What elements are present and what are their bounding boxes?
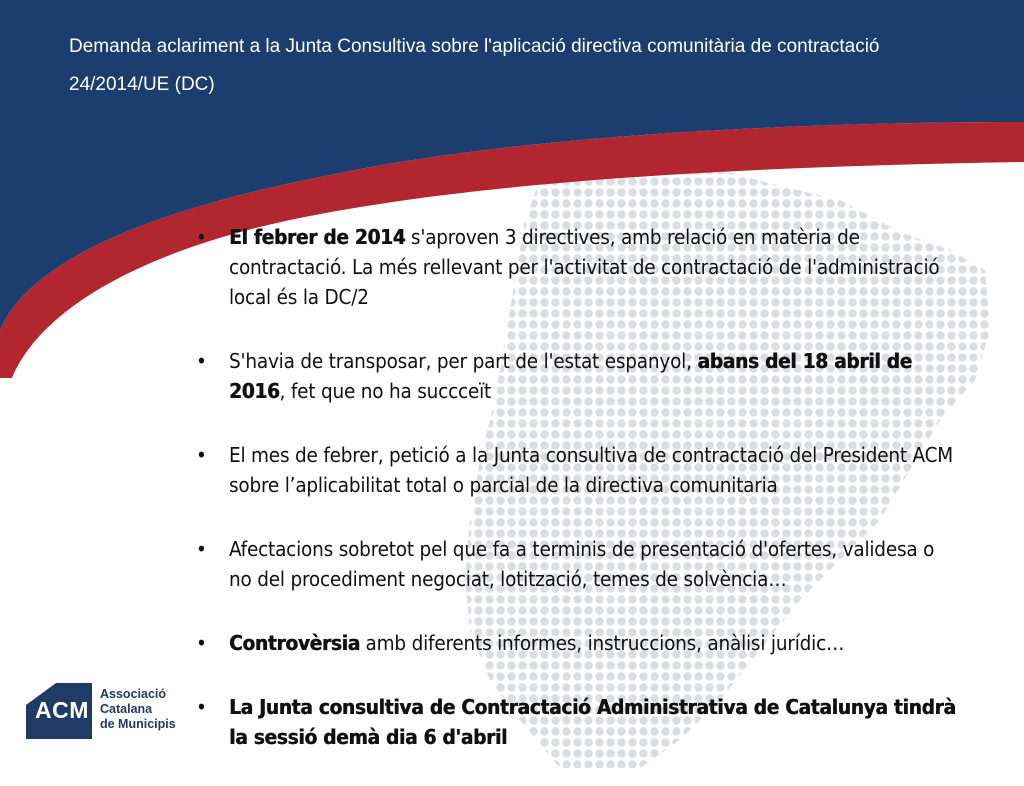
- bullet-text: Afectacions sobretot pel que fa a terminis de presentació d'ofertes, validesa o no del procediment negociat, lotització, temes de solvència…: [229, 537, 935, 591]
- bullet-item: [196, 440, 956, 500]
- acm-logo-line3: de Municipis: [100, 717, 176, 731]
- acm-logo-abbr: ACM: [35, 697, 89, 723]
- bullet-bold: El febrer de 2014: [229, 225, 406, 249]
- bullet-item: [196, 534, 956, 594]
- acm-logo-line1: Associació: [100, 687, 167, 701]
- acm-logo-line2: Catalana: [100, 702, 153, 716]
- bullet-text: S'havia de transposar, per part de l'estat espanyol,: [229, 349, 698, 373]
- acm-logo-name: [100, 687, 176, 732]
- acm-logo: [26, 683, 206, 739]
- bullet-bold: abans del 18 abril de 2016: [229, 349, 912, 403]
- bullet-item: [196, 628, 956, 658]
- bullet-text: El mes de febrer, petició a la Junta consultiva de contractació del President ACM sobre l’aplicabilitat total o parcial de la directiva comunitaria: [229, 443, 953, 497]
- bullet-bold: Controvèrsia: [229, 631, 360, 655]
- slide-title-line1: Demanda aclariment a la Junta Consultiva sobre l'aplicació directiva comunitària de contractació: [69, 36, 880, 57]
- bullet-text: amb diferents informes, instruccions, anàlisi jurídic…: [359, 631, 845, 655]
- bullet-item: [196, 346, 956, 406]
- bullet-item: [196, 692, 956, 752]
- bullet-item: [196, 222, 956, 312]
- bullet-bold: La Junta consultiva de Contractació Administrativa de Catalunya tindrà la sessió demà dia 6 d'abril: [229, 695, 956, 749]
- bullet-text: s'aproven 3 directives, amb relació en matèria de contractació. La més rellevant per l'activitat de contractació de l'administració local és la DC/2: [229, 225, 940, 309]
- bullet-list: [196, 222, 956, 786]
- acm-logo-mark: [26, 683, 92, 739]
- bullet-text: , fet que no ha succceït: [279, 379, 492, 403]
- slide-title-line2: 24/2014/UE (DC): [69, 74, 215, 95]
- slide-title: [69, 28, 969, 104]
